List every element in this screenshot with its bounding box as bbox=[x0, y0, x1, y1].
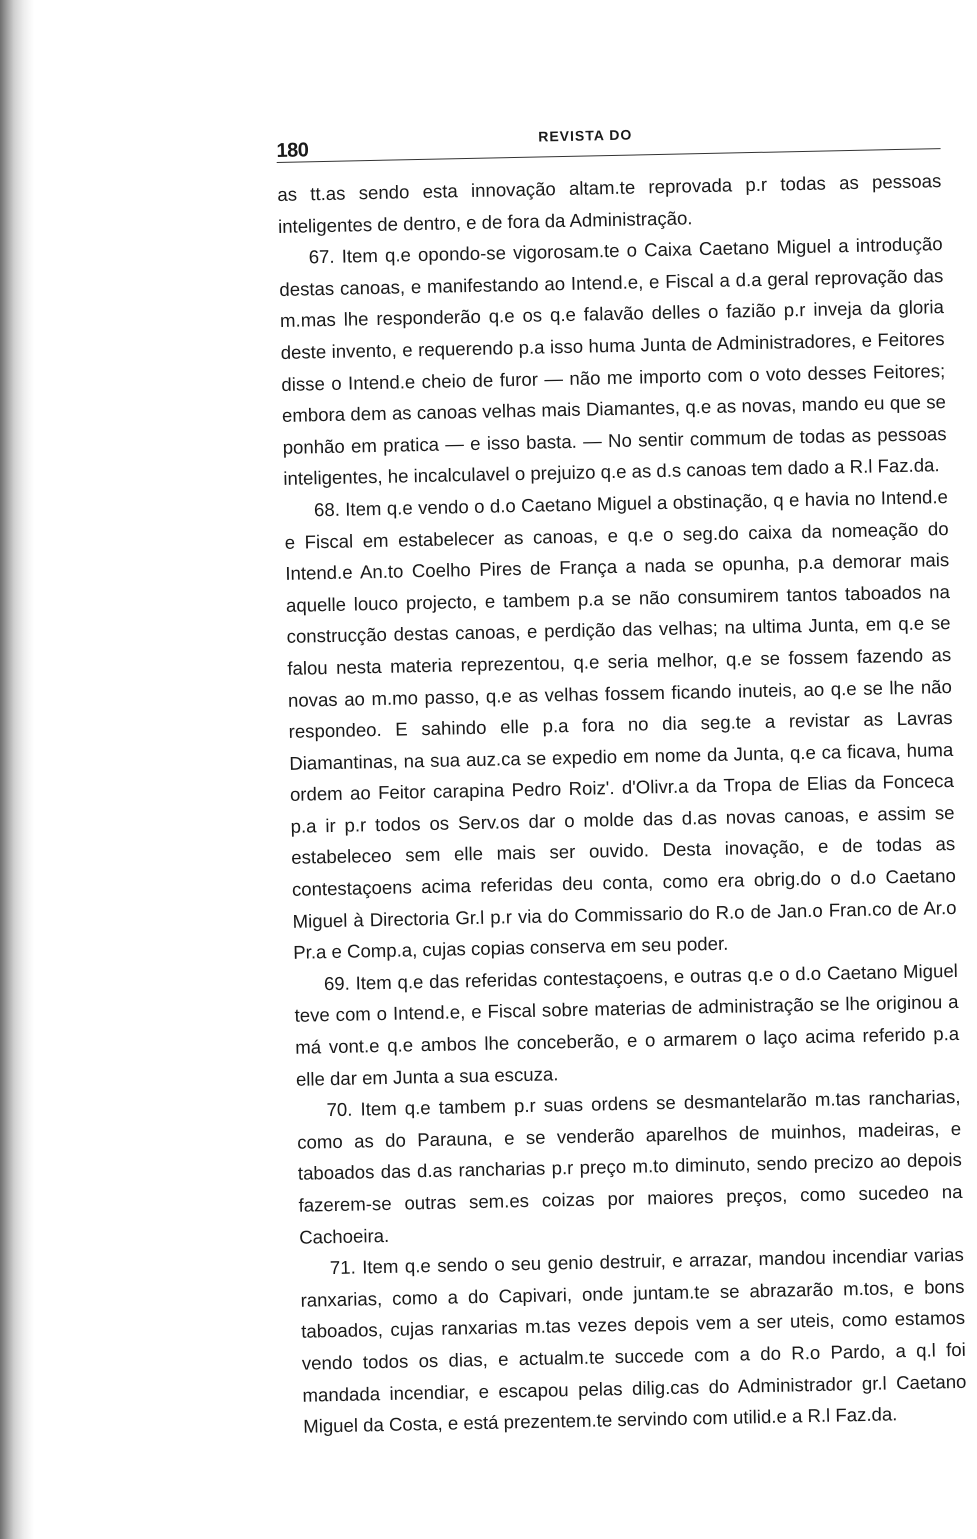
book-page bbox=[276, 114, 967, 1442]
paragraph-item-68: 68. Item q.e vendo o d.o Caetano Miguel a obstinação, q e havia no Intend.e e Fiscal em estabelecer as canoas, e q.e o seg.do caixa da nomeação do Intend.e An.to Coelho Pires de França a nada se opunha, p.a demorar mais aquelle louco projecto, e tambem p.a se não consumirem tantos taboados na construcção destas canoas, e perdição das velhas; na ultima Junta, em q.e se falou nesta materia reprezentou, q.e seria melhor, q.e se fossem fazendo as novas ao m.mo passo, q.e as velhas fossem ficando inuteis, ao q.e se lhe não respondeo. E sahindo elle p.a fora no dia seg.te a revistar as Lavras Diamantinas, na sua auz.ca se expedio em nome da Junta, q.e ca ficava, huma ordem ao Feitor carapina Pedro Roiz'. d'Olivr.a da Tropa de Elias da Fonceca p.a ir p.r todos os Serv.os dar o molde das d.as novas canoas, e assim se estabeleceo sem elle mais ser ouvido. Desta inovação, e de todas as contestaçoens acima referidas deu conta, como era obrig.do o d.o Caetano Miguel à Directoria Gr.l p.r via do Commissario do R.o de Jan.o Fran.co de Ar.o Pr.a e Comp.a, cujas copias conserva em seu poder. bbox=[284, 485, 957, 964]
running-head: REVISTA DO bbox=[538, 126, 633, 145]
paragraph-item-67: 67. Item q.e opondo-se vigorosam.te o Caixa Caetano Miguel a introdução destas canoas, e manifestando ao Intend.e, e Fiscal a d.a geral reprovação das m.mas lhe responderão q.e os q.e falavão delles o fazião p.r inveja da gloria deste invento, e requerendo p.a isso huma Junta de Administradores, e Feitores disse o Intend.e cheio de furor — não me importo com o voto desses Feitores; embora dem as canoas velhas mais Diamantes, q.e as novas, mando eu que se ponhão em pratica — e isso basta. — No sentir commum de todas as pessoas inteligentes, he incalculavel o prejuizo q.e as d.s canoas tem dado a R.l Faz.da. bbox=[279, 233, 947, 490]
page-number: 180 bbox=[276, 139, 309, 162]
paragraph-item-71: 71. Item q.e sendo o seu genio destruir, e arrazar, mandou incendiar varias ranxarias, como a do Capivari, onde juntam.te se abrazarão m.tos, e bons taboados, cujas ranxarias m.tas vezes depois vem a ser uteis, como estamos vendo todos os dias, e actualm.te succede com a do R.o Pardo, a q.l foi mandada incendiar, e escapou pelas dilig.cas do Administrador gr.l Caetano Miguel da Costa, e está prezentem.te servindo com utilid.e a R.l Faz.da. bbox=[300, 1244, 967, 1437]
paragraph-item-69: 69. Item q.e das referidas contestaçoens, e outras q.e o d.o Caetano Miguel teve com o Intend.e, e Fiscal sobre materias de administração se lhe originou a má vont.e q.e ambos lhe conceberão, e o armarem o laço acima referido p.a elle dar em Junta a sua escuza. bbox=[294, 959, 960, 1090]
paragraph-continuation: as tt.as sendo esta innovação altam.te reprovada p.r todas as pessoas inteligentes de dentro, e de fora da Administração. bbox=[277, 170, 942, 237]
paragraph-item-70: 70. Item q.e tambem p.r suas ordens se desmantelarão m.tas rancharias, como as do Parauna, e se venderão aparelhos de muinhos, madeiras, e taboados das d.as rancharias p.r preço m.to diminuto, sendo precizo ao depois fazerem-se outras sem.es coizas por maiores preços, como sucedeo na Cachoeira. bbox=[297, 1086, 963, 1248]
page-binding-edge bbox=[0, 0, 34, 1539]
page-header bbox=[276, 114, 941, 163]
body-text bbox=[277, 165, 967, 1442]
